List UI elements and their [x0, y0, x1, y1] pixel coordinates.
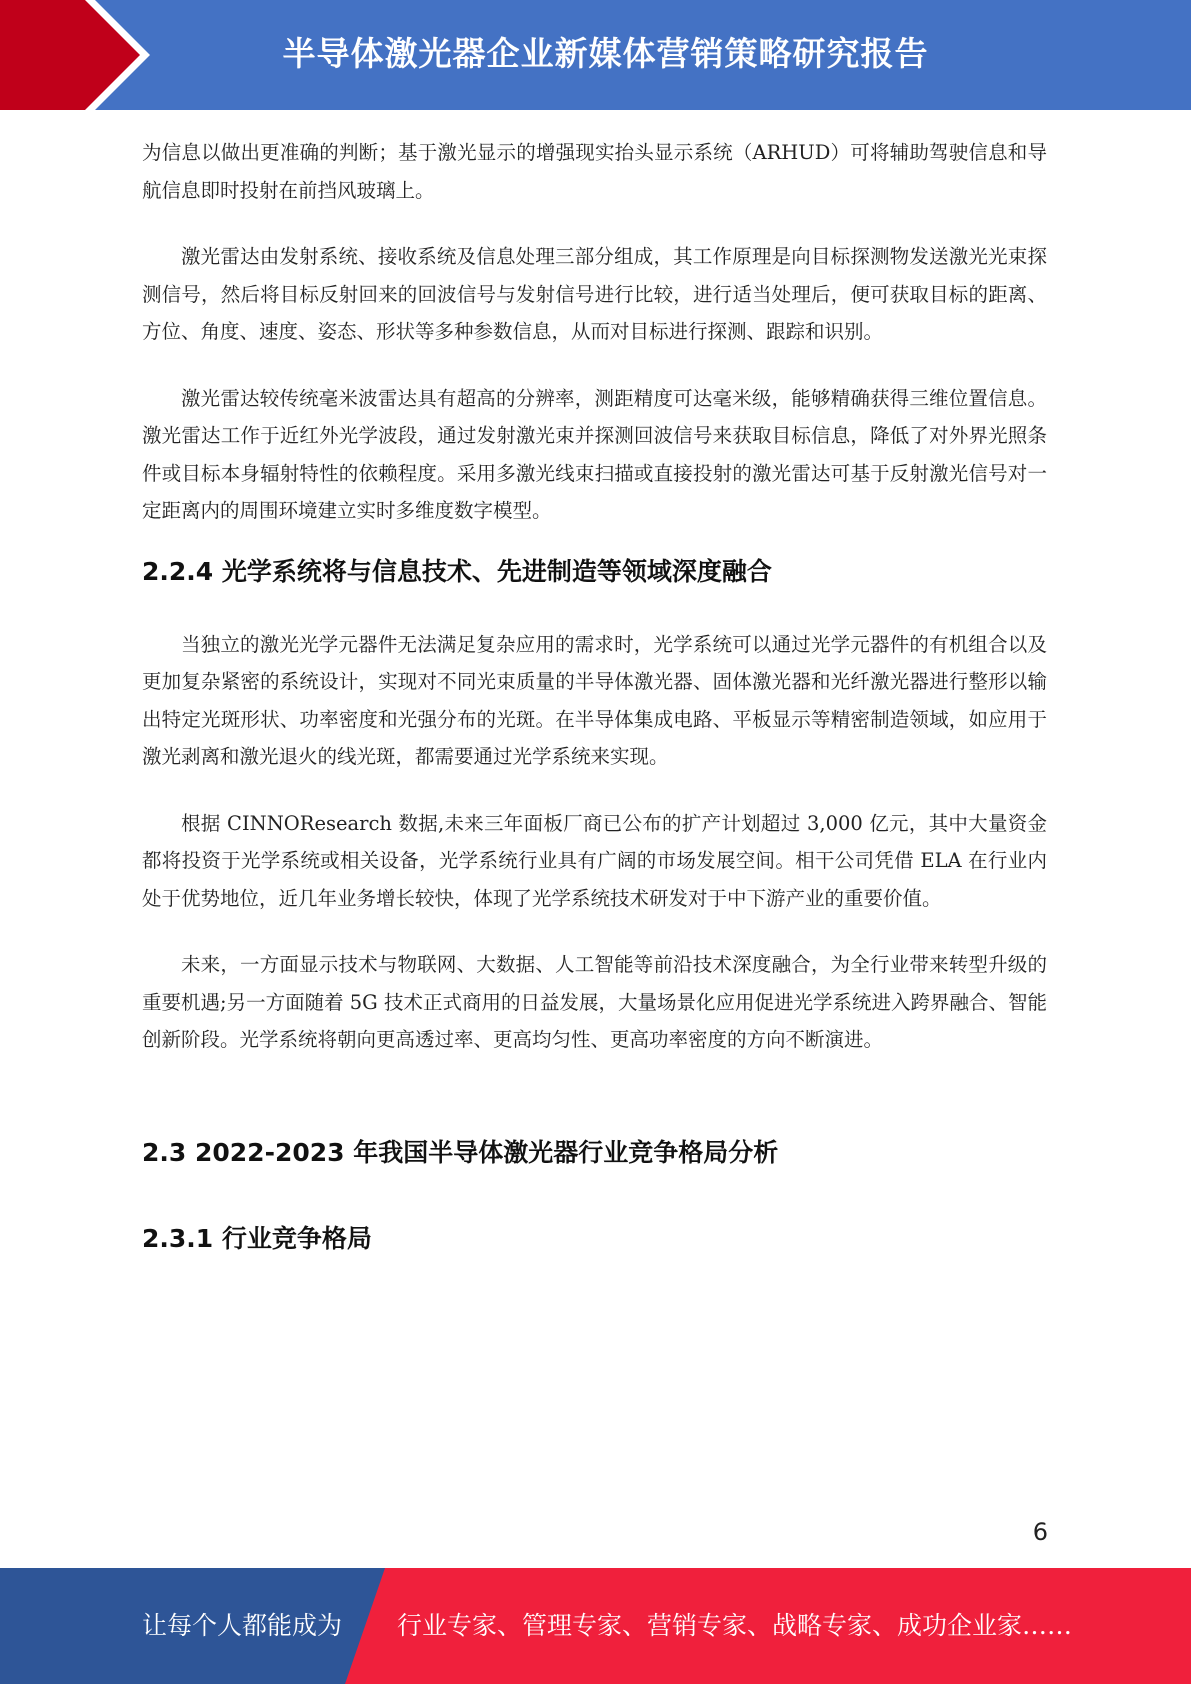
page-number: 6	[1032, 1518, 1048, 1546]
paragraph: 为信息以做出更准确的判断；基于激光显示的增强现实抬头显示系统（ARHUD）可将辅助驾驶信息和导航信息即时投射在前挡风玻璃上。	[142, 141, 1047, 202]
section-heading-2-2-4: 2.2.4 光学系统将与信息技术、先进制造等领域深度融合	[142, 556, 772, 586]
footer-slogan-right: 行业专家、管理专家、营销专家、战略专家、成功企业家……	[397, 1611, 1073, 1640]
header-arrow-decoration	[0, 0, 150, 110]
paragraph: 当独立的激光光学元器件无法满足复杂应用的需求时，光学系统可以通过光学元器件的有机组合以及更加复杂紧密的系统设计，实现对不同光束质量的半导体激光器、固体激光器和光纤激光器进行整形以输出特定光斑形状、功率密度和光强分布的光斑。在半导体集成电路、平板显示等精密制造领域，如应用于激光剥离和激光退火的线光斑，都需要通过光学系统来实现。	[142, 632, 1047, 768]
paragraph: 根据 CINNOResearch 数据,未来三年面板厂商已公布的扩产计划超过 3,000 亿元，其中大量资金都将投资于光学系统或相关设备，光学系统行业具有广阔的市场发展空间。相干公司凭借 ELA 在行业内处于优势地位，近几年业务增长较快，体现了光学系统技术研发对于中下游产业的重要价值。	[142, 811, 1047, 910]
page-header	[0, 0, 1191, 110]
footer-slogan-left: 让每个人都能成为	[142, 1611, 343, 1640]
paragraph: 激光雷达由发射系统、接收系统及信息处理三部分组成，其工作原理是向目标探测物发送激光光束探测信号，然后将目标反射回来的回波信号与发射信号进行比较，进行适当处理后，便可获取目标的距离、方位、角度、速度、姿态、形状等多种参数信息，从而对目标进行探测、跟踪和识别。	[142, 245, 1047, 343]
page-footer	[0, 1568, 1191, 1684]
report-title: 半导体激光器企业新媒体营销策略研究报告	[282, 34, 929, 73]
paragraph: 未来，一方面显示技术与物联网、大数据、人工智能等前沿技术深度融合，为全行业带来转型升级的重要机遇;另一方面随着 5G 技术正式商用的日益发展，大量场景化应用促进光学系统进入跨界融合、智能创新阶段。光学系统将朝向更高透过率、更高均匀性、更高功率密度的方向不断演进。	[142, 953, 1047, 1051]
section-heading-2-3: 2.3 2022-2023 年我国半导体激光器行业竞争格局分析	[142, 1137, 779, 1167]
paragraph: 激光雷达较传统毫米波雷达具有超高的分辨率，测距精度可达毫米级，能够精确获得三维位置信息。激光雷达工作于近红外光学波段，通过发射激光束并探测回波信号来获取目标信息，降低了对外界光照条件或目标本身辐射特性的依赖程度。采用多激光线束扫描或直接投射的激光雷达可基于反射激光信号对一定距离内的周围环境建立实时多维度数字模型。	[142, 386, 1047, 522]
page-content	[142, 134, 1047, 1257]
section-heading-2-3-1: 2.3.1 行业竞争格局	[142, 1223, 372, 1253]
